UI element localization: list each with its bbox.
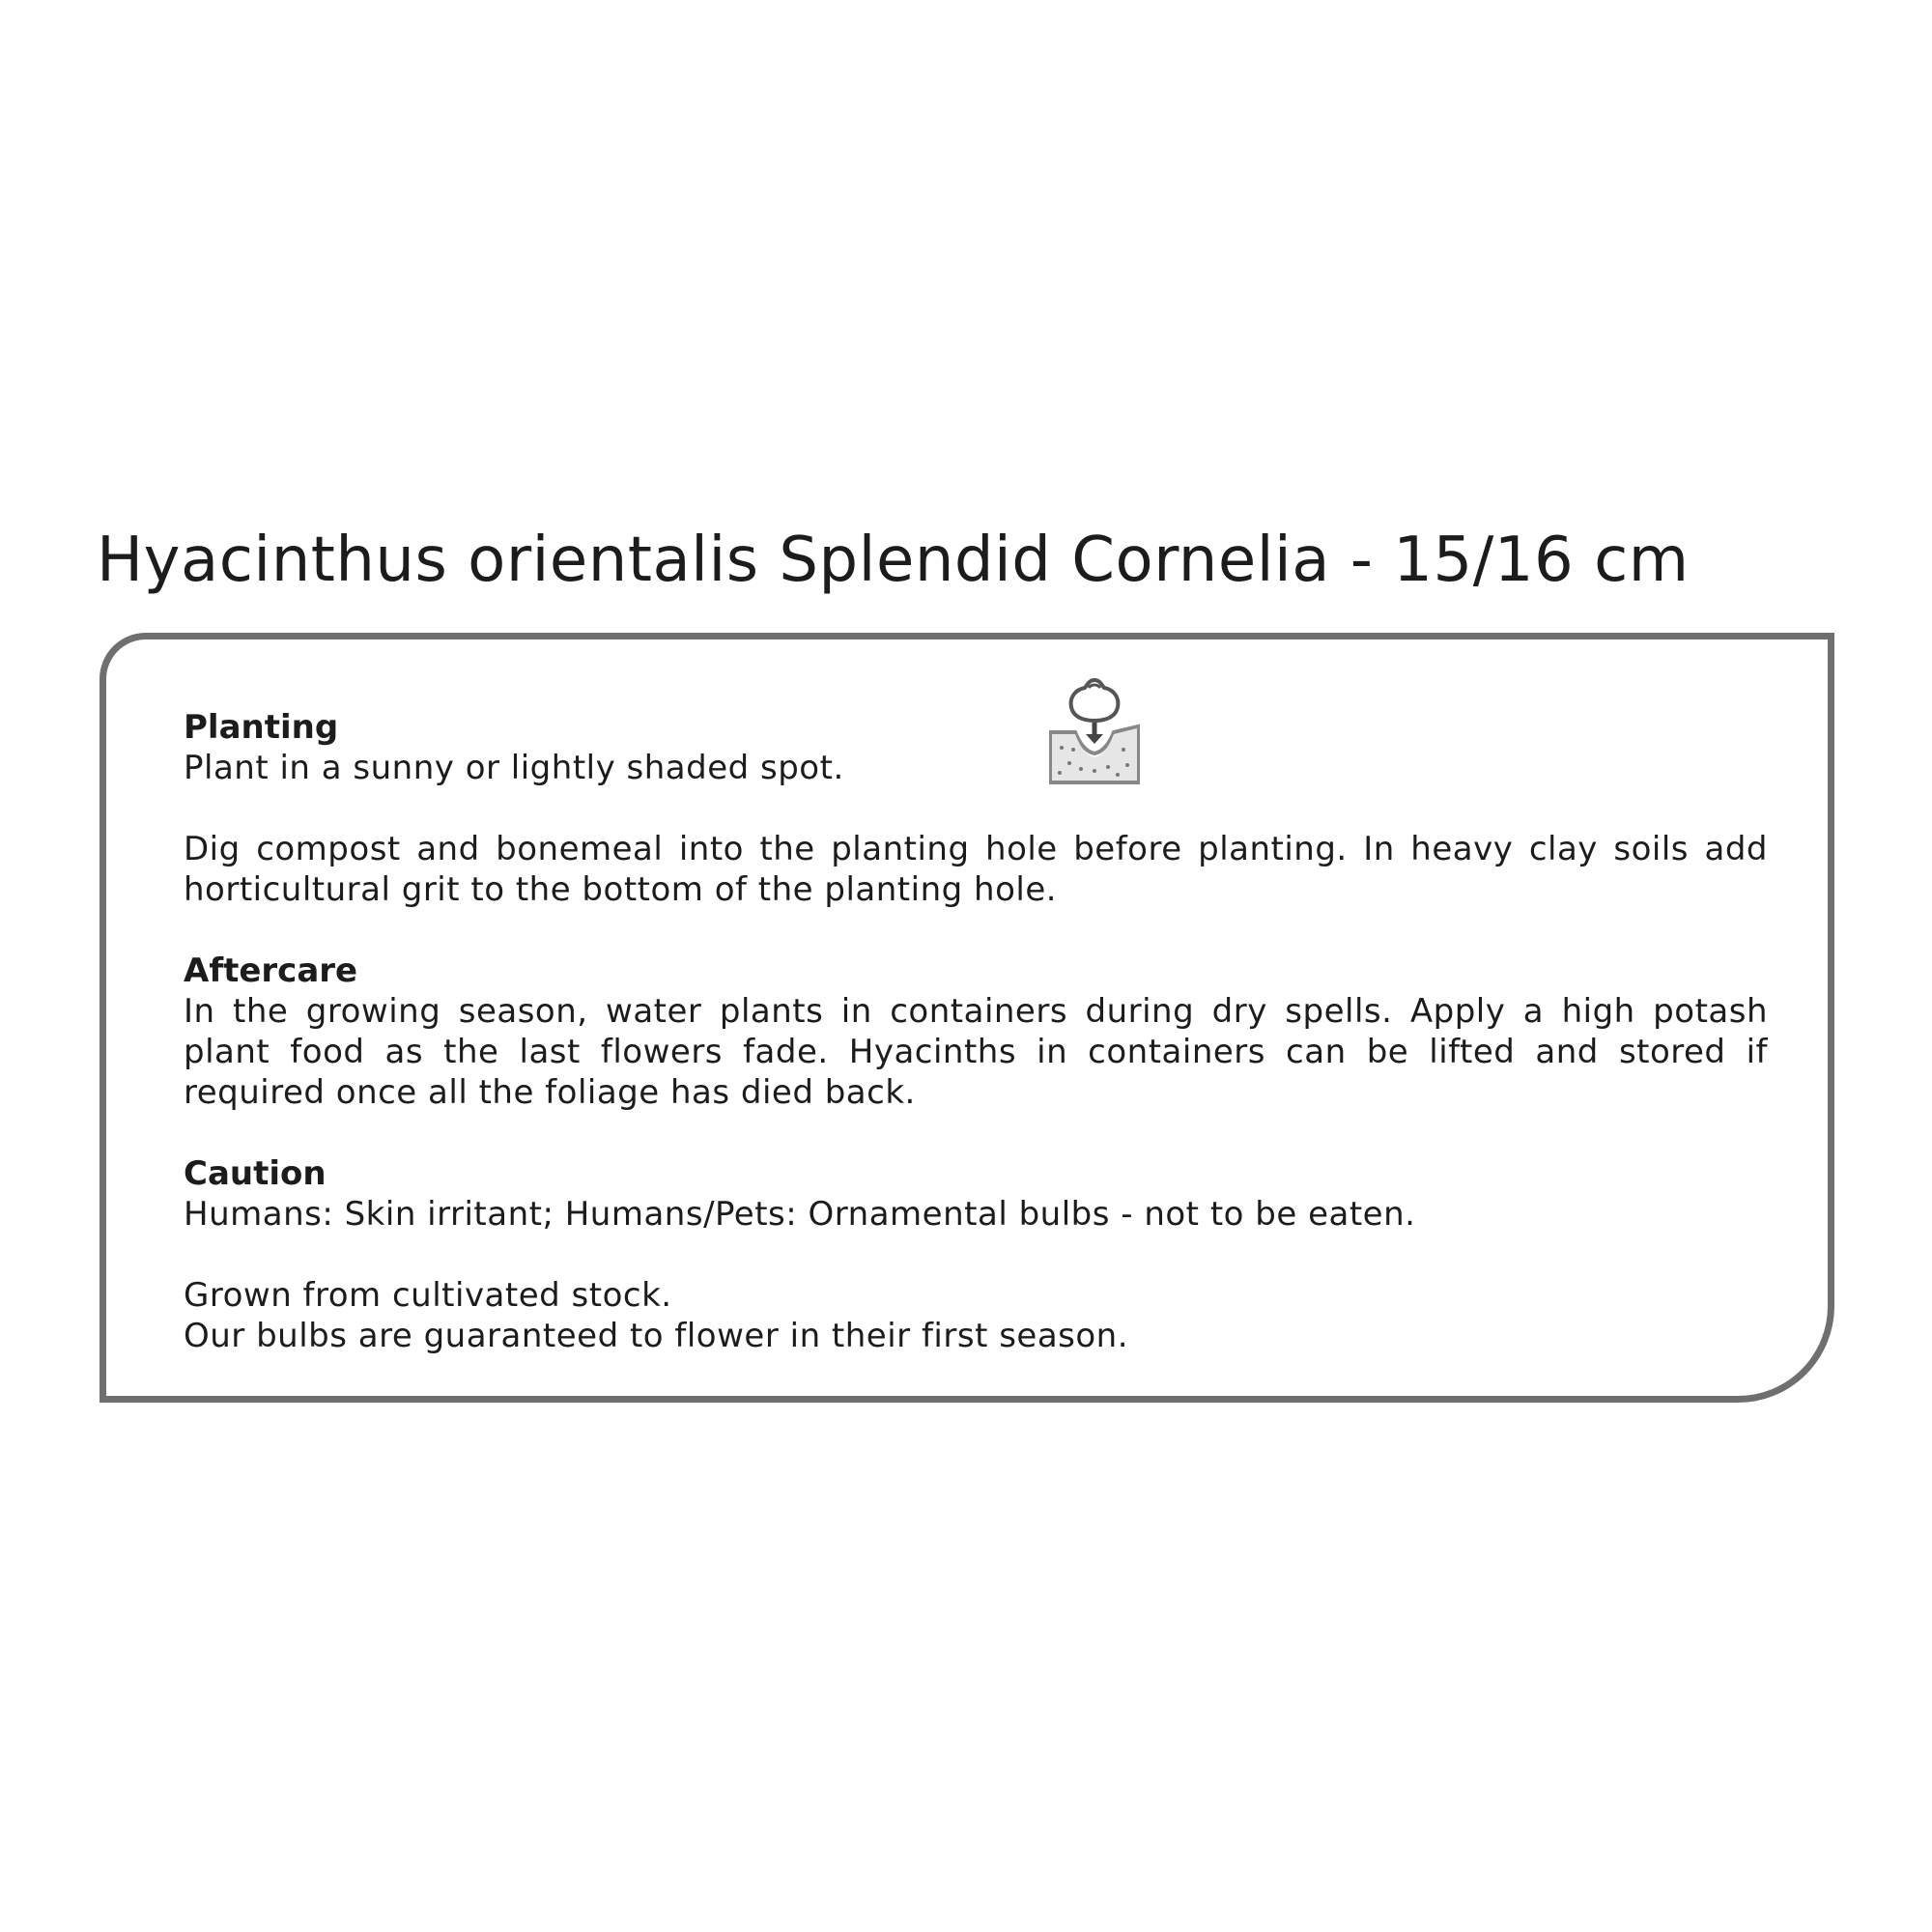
- footer-line-guarantee: Our bulbs are guaranteed to flower in their first season.: [184, 1317, 1129, 1355]
- planting-section: [184, 707, 1768, 788]
- caution-heading: Caution: [184, 1154, 327, 1193]
- caution-text: Humans: Skin irritant; Humans/Pets: Ornamental bulbs - not to be eaten.: [184, 1195, 1416, 1234]
- bulb-planting-icon: [1046, 672, 1143, 786]
- page-title: Hyacinthus orientalis Splendid Cornelia - 15/16 cm: [97, 525, 1690, 596]
- aftercare-heading: Aftercare: [184, 952, 358, 990]
- planting-instructions: Dig compost and bonemeal into the planting hole before planting. In heavy clay soils add horticultural grit to the bottom of the planting hole.: [184, 830, 1768, 909]
- planting-text: Plant in a sunny or lightly shaded spot.: [184, 749, 844, 787]
- planting-heading: Planting: [184, 708, 339, 747]
- aftercare-text: In the growing season, water plants in containers during dry spells. Apply a high potash plant food as the last flowers fade. Hyacinths in containers can be lifted and stored if required once all the foliage has died back.: [184, 992, 1768, 1112]
- footer-line-stock: Grown from cultivated stock.: [184, 1276, 672, 1315]
- info-content: [184, 707, 1768, 1356]
